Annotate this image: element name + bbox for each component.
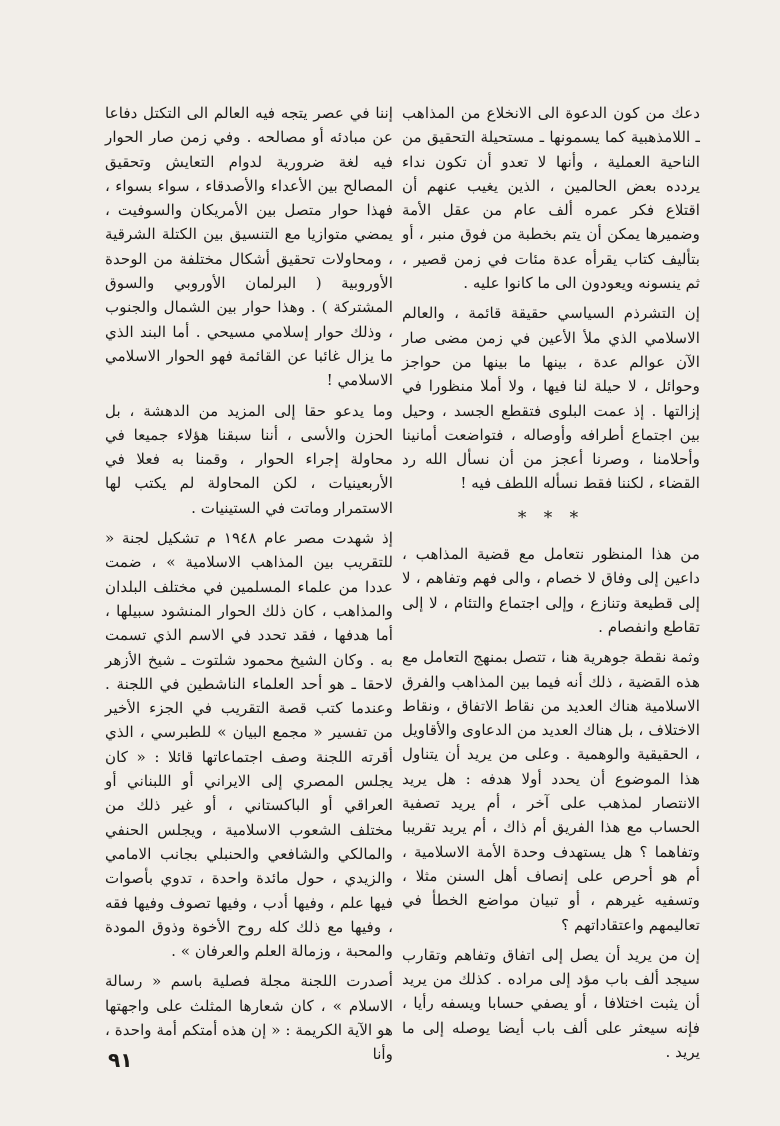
paragraph: دعك من كون الدعوة الى الانخلاع من المذاهب ـ اللامذهبية كما يسمونها ـ مستحيلة التحقيق من الناحية العملية ، وأنها لا تعدو أن تكون نداء يردده بعض الحالمين ، الذين يغيب عنهم أن اقتلاع فكر عمره ألف عام من عقل الأمة وضميرها يمكن أن يتم بخطبة من فوق منبر ، أو بتأليف كتاب يقرأه عدة مئات في زمن قصير ، ثم ينسونه ويعودون الى ما كانوا عليه . — [402, 104, 700, 293]
paragraph: وثمة نقطة جوهرية هنا ، تتصل بمنهج التعامل مع هذه القضية ، ذلك أنه فيما بين المذاهب والفرق الاسلامية هناك العديد من نقاط الاتفاق ، ونقاط الاختلاف ، بل هناك العديد من الدعاوى والأقاويل ، الحقيقية والوهمية . وعلى من يريد أن يتناول هذا الموضوع أن يحدد أولا هدفه : هل يريد الانتصار لمذهب على آخر ، أم يريد تصفية الحساب مع هذا الفريق أم ذاك ، أم يريد تقريبا وتفاهما ؟ هل يستهدف وحدة الأمة الاسلامية ، أم هو أحرص على إنصاف أهل السنن مثلا ، وتسفيه غيرهم ، أو تبيان مواضع الخطأ في تعاليمهم واعتقاداتهم ؟ — [402, 648, 700, 934]
paragraph: أصدرت اللجنة مجلة فصلية باسم « رسالة الاسلام » ، كان شعارها المثلث على واجهتها هو الآية الكريمة : « إن هذه أمتكم أمة واحدة ، وأنا — [105, 972, 393, 1064]
right-column — [402, 101, 700, 1070]
section-separator: * * * — [517, 507, 585, 528]
paragraph: إننا في عصر يتجه فيه العالم الى التكتل دفاعا عن مبادئه أو مصالحه . وفي زمن صار الحوار فيه لغة ضرورية لدوام التعايش وتحقيق المصالح بين الأعداء والأصدقاء ، سواء بسواء ، فهذا حوار متصل بين الأمريكان والسوفيت ، يمضي متوازيا مع التنسيق بين الكتلة الشرقية ، ومحاولات تحقيق أشكال مختلفة من الوحدة الأوروبية ( البرلمان الأوروبي والسوق المشتركة ) . وهذا حوار بين الشمال والجنوب ، وذلك حوار إسلامي مسيحي . أما البند الذي ما يزال غائبا عن القائمة فهو الحوار الاسلامي الاسلامي ! — [105, 104, 393, 390]
paragraph: وما يدعو حقا إلى المزيد من الدهشة ، بل الحزن والأسى ، أننا سبقنا هؤلاء جميعا في محاولة إجراء الحوار ، وقمنا به فعلا في الأربعينيات ، لكن المحاولة لم يكتب لها الاستمرار وماتت في الستينيات . — [105, 401, 393, 517]
paragraph: من هذا المنظور نتعامل مع قضية المذاهب ، داعين إلى وفاق لا خصام ، والى فهم وتفاهم ، لا إلى قطيعة وتنازع ، وإلى اجتماع والتئام ، لا إلى تقاطع وانفصام . — [402, 545, 700, 636]
paragraph: إذ شهدت مصر عام ١٩٤٨ م تشكيل لجنة « للتقريب بين المذاهب الاسلامية » ، ضمت عددا من علماء المسلمين في مختلف البلدان والمذاهب ، كان ذلك الحوار المنشود سبيلها ، أما هدفها ، فقد تحدد في الاسم الذي تسمت به . وكان الشيخ محمود شلتوت ـ شيخ الأزهر لاحقا ـ هو أحد العلماء الناشطين في اللجنة . وعندما كتب قصة التقريب في الجزء الأخير من تفسير « مجمع البيان » للطبرسي ، الذي أقرته اللجنة وصف اجتماعاتها قائلا : « كان يجلس المصري إلى الايراني أو اللبناني أو العراقي أو الباكستاني ، أو غير ذلك من مختلف الشعوب الاسلامية ، ويجلس الحنفي والمالكي والشافعي والحنبلي بجانب الامامي والزيدي ، حول مائدة واحدة ، تدوي بأصوات فيها علم ، وفيها أدب ، وفيها تصوف وفيها فقه ، وفيها مع ذلك كله روح الأخوة وذوق المودة والمحبة ، وزمالة العلم والعرفان » . — [105, 529, 393, 961]
left-column — [105, 101, 393, 1073]
page-number: ٩١ — [108, 1048, 133, 1072]
paragraph: إن التشرذم السياسي حقيقة قائمة ، والعالم الاسلامي الذي ملأ الأعين في زمن مضى صار الآن عوالم عدة ، بينها ما بينها من حواجز وحوائل ، لا حيلة لنا فيها ، ولا أملا منظورا في إزالتها . إذ عمت البلوى فتقطع الجسد ، وحيل بين اجتماع أطرافه وأوصاله ، فتواضعت أمانينا وأحلامنا ، وصرنا أعجز من أن نسأل الله رد القضاء ، لكننا فقط نسأله اللطف فيه ! — [402, 304, 700, 493]
paragraph: إن من يريد أن يصل إلى اتفاق وتفاهم وتقارب سيجد ألف باب مؤد إلى مراده . كذلك من يريد أن يثبت اختلافا ، أو يصفي حسابا ويسفه رأيا ، فإنه سيعثر على ألف باب أيضا يوصله إلى ما يريد . — [402, 945, 700, 1061]
